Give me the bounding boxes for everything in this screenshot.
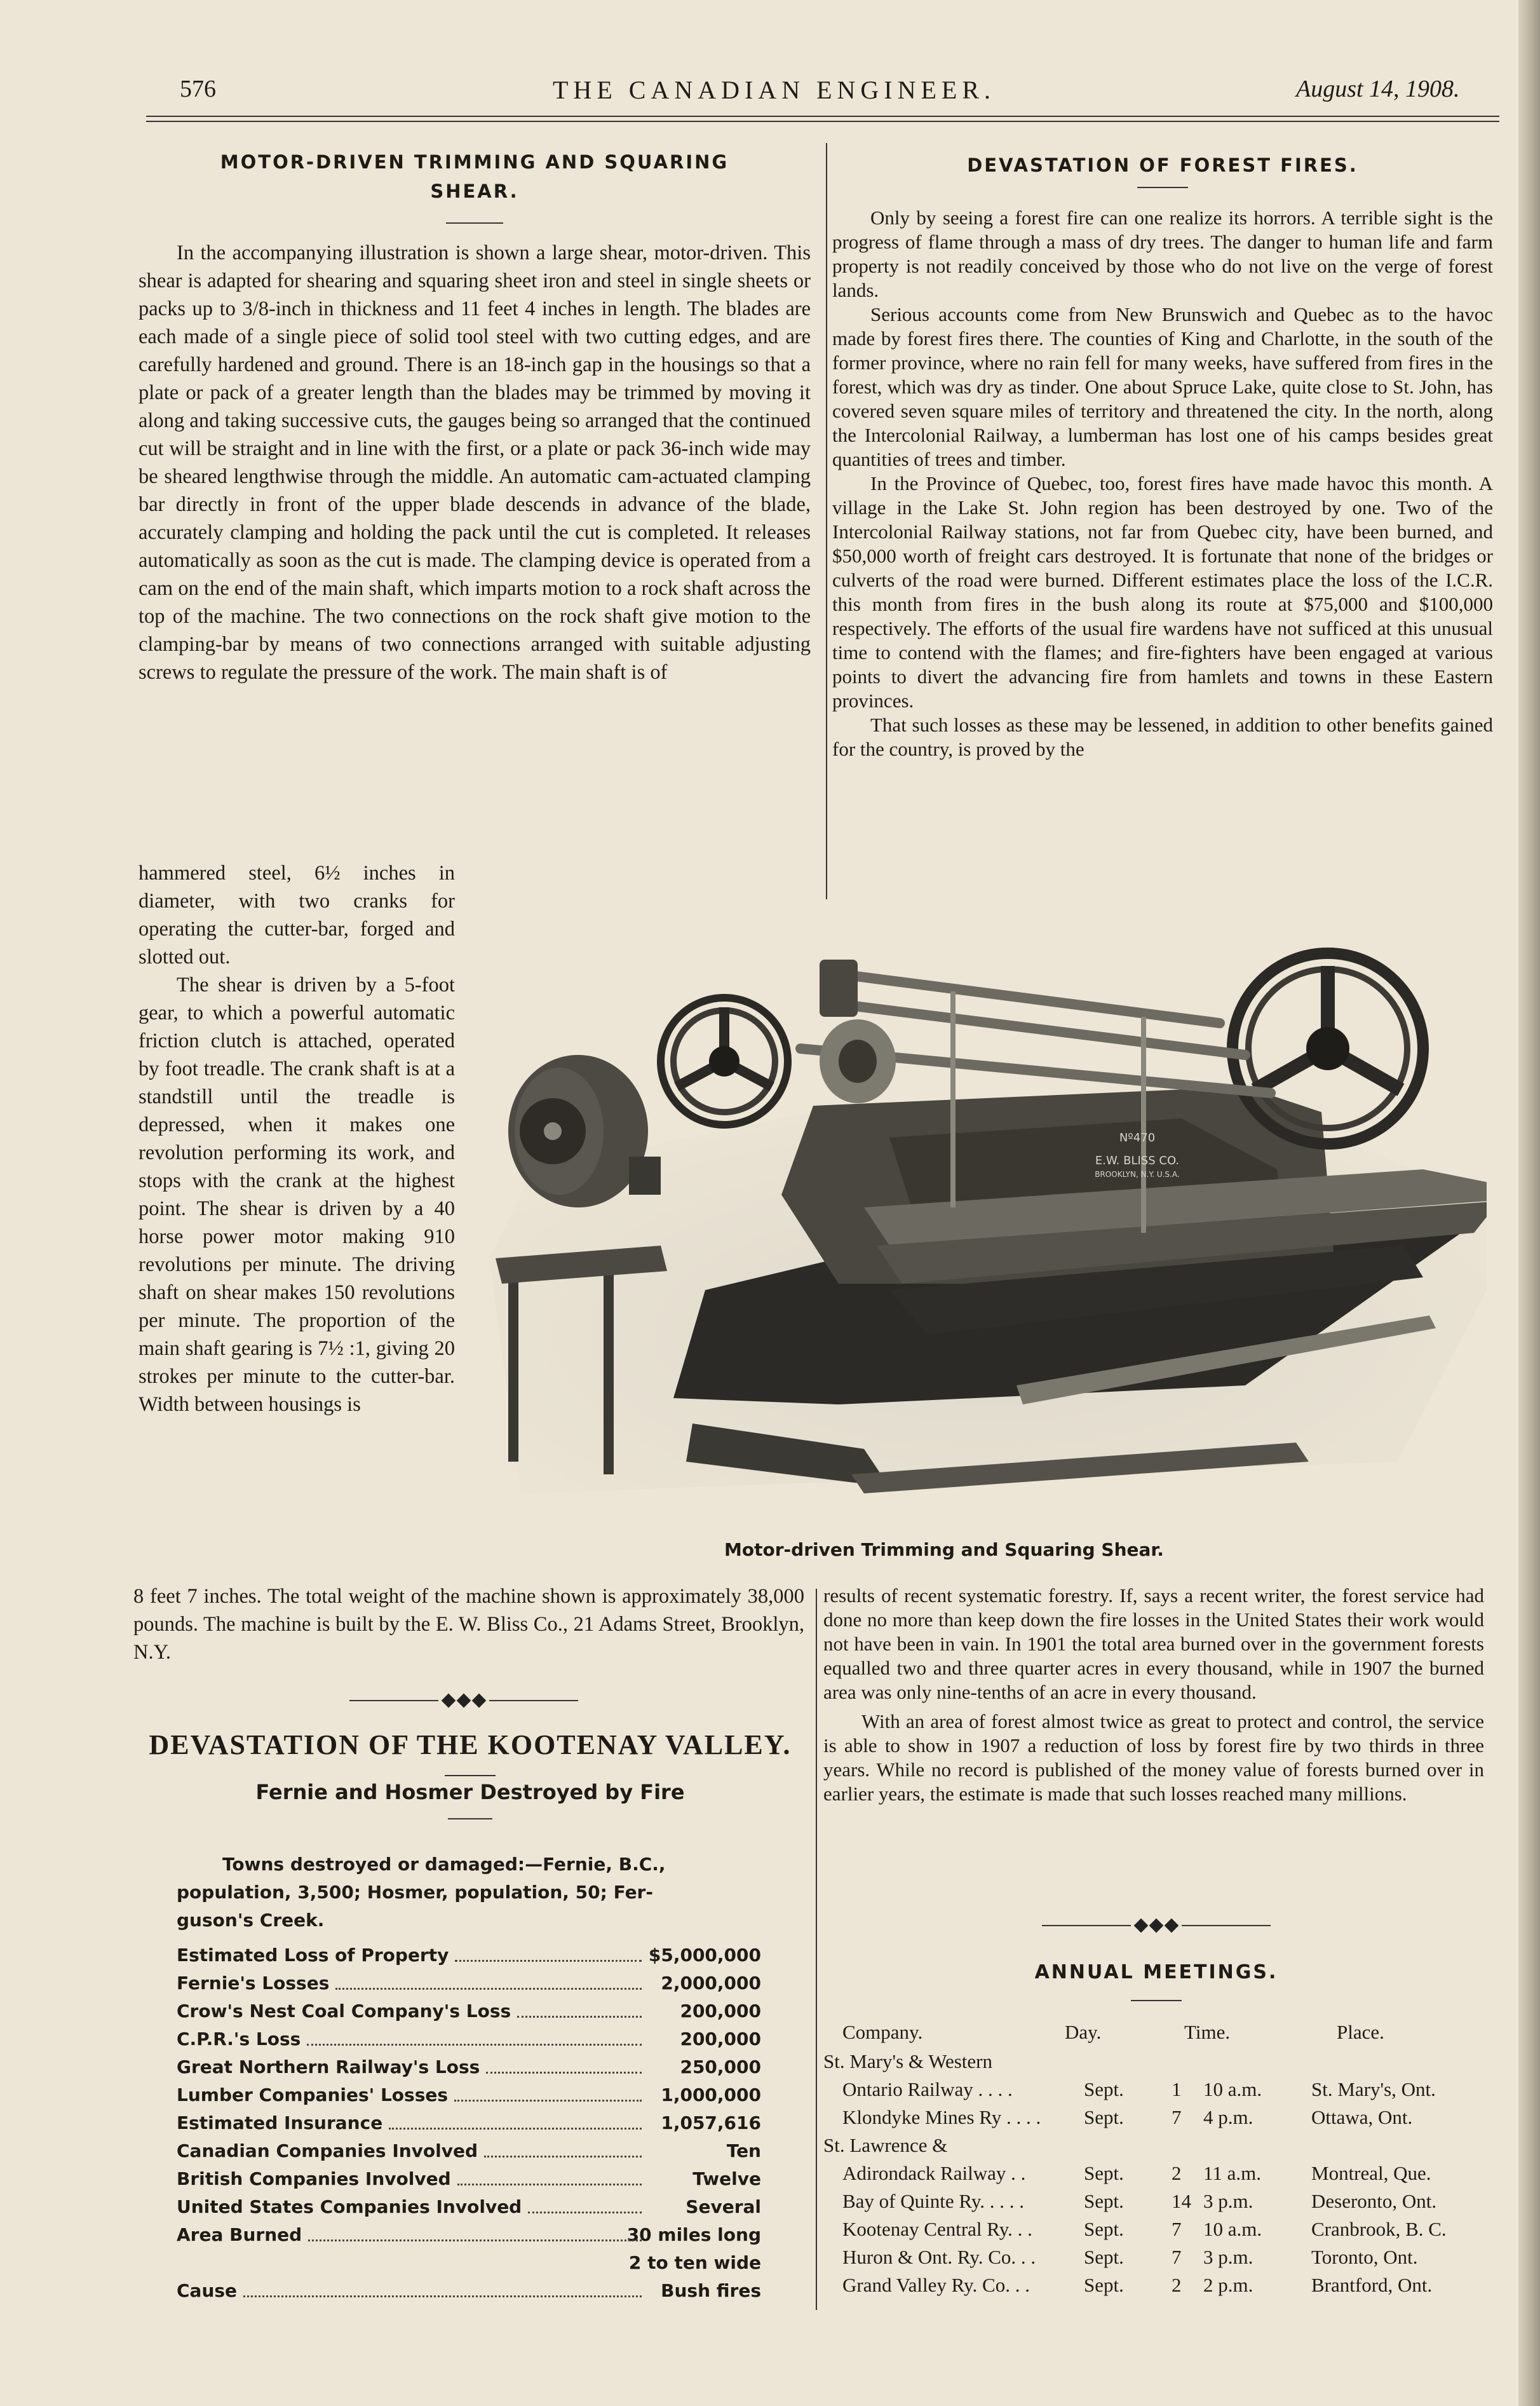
- forest-body-top: [832, 206, 1493, 761]
- kootenay-subtitle-rule: [448, 1818, 492, 1819]
- meeting-month: Sept.: [1084, 2246, 1124, 2268]
- meeting-company: Kootenay Central Ry. . .: [842, 2218, 1032, 2240]
- plate-maker: E.W. BLISS CO.: [1095, 1154, 1180, 1167]
- meeting-day: 7: [1172, 2246, 1182, 2268]
- meetings-header-time: Time.: [1184, 2021, 1231, 2043]
- loss-label: Estimated Insurance: [177, 2112, 383, 2133]
- meeting-time: 11 a.m.: [1203, 2162, 1261, 2184]
- meeting-month: Sept.: [1084, 2078, 1124, 2100]
- meeting-day: 1: [1172, 2078, 1182, 2100]
- kootenay-intro-line3: guson's Creek.: [177, 1910, 325, 1931]
- meetings-title-rule: [1131, 2000, 1182, 2001]
- loss-value: 200,000: [680, 2001, 761, 2022]
- meeting-time: 4 p.m.: [1203, 2106, 1253, 2128]
- forest-paragraph-4: That such losses as these may be lessened, in addition to other benefits gained for the country, is proved by the: [832, 714, 1493, 760]
- dot-leader: [455, 1945, 642, 1962]
- dot-leader: [243, 2280, 642, 2297]
- loss-label: C.P.R.'s Loss: [177, 2029, 301, 2049]
- loss-value: 2 to ten wide: [628, 2252, 761, 2273]
- meeting-company: St. Lawrence &: [823, 2134, 948, 2156]
- forest-paragraph-5: With an area of forest almost twice as great to protect and control, the service is able to show in 1907 a reduction of loss by forest fire by two thirds in three years. While no record is published of the money value of forests burned over in earlier years, the estimate is made that such losses reached many millions.: [823, 1710, 1484, 1805]
- meeting-day: 7: [1172, 2218, 1182, 2240]
- loss-value: $5,000,000: [648, 1945, 761, 1966]
- kootenay-intro-line1: Towns destroyed or damaged:—Fernie, B.C.,: [222, 1854, 666, 1875]
- meeting-time: 10 a.m.: [1203, 2218, 1262, 2240]
- dot-leader: [528, 2196, 642, 2213]
- loss-value: 30 miles long: [626, 2224, 761, 2245]
- loss-label: Cause: [177, 2280, 238, 2301]
- annual-meetings-section: [826, 1961, 1487, 2001]
- forest-body-bottom: [823, 1584, 1484, 1806]
- meeting-month: Sept.: [1084, 2218, 1124, 2240]
- meeting-place: St. Mary's, Ont.: [1311, 2078, 1436, 2100]
- loss-label: Lumber Companies' Losses: [177, 2084, 449, 2105]
- meeting-place: Deseronto, Ont.: [1311, 2190, 1437, 2212]
- meetings-header-place: Place.: [1337, 2021, 1384, 2043]
- kootenay-intro: [177, 1851, 767, 1934]
- meeting-month: Sept.: [1084, 2162, 1124, 2184]
- meeting-day: 7: [1172, 2106, 1182, 2128]
- meeting-place: Ottawa, Ont.: [1311, 2106, 1413, 2128]
- loss-label: Area Burned: [177, 2224, 302, 2245]
- shear-narrow-column: [138, 859, 455, 1418]
- loss-table-row: [177, 2140, 761, 2166]
- meeting-company: Bay of Quinte Ry. . . . .: [842, 2190, 1025, 2212]
- annual-meetings-title: ANNUAL MEETINGS.: [1034, 1961, 1278, 1983]
- loss-table-row: [177, 2056, 761, 2082]
- loss-table-row: [177, 2001, 761, 2026]
- meeting-month: Sept.: [1084, 2106, 1124, 2128]
- column-divider-upper: [826, 143, 827, 899]
- forest-paragraph-2: Serious accounts come from New Brunswich and Quebec as to the havoc made by forest fires there. The counties of King and Charlotte, in the south of the former province, where no rain fell for many weeks, have suffered from fires in the forest, which was dry as tinder. One about Spruce Lake, quite close to St. John, has covered seven square miles of territory and threatened the city. In the north, along the Intercolonial Railway, a lumberman has lost one of his camps besides great quantities of trees and timber.: [832, 303, 1493, 470]
- kootenay-title: DEVASTATION OF THE KOOTENAY VALLEY.: [149, 1729, 792, 1760]
- meeting-company: Ontario Railway . . . .: [842, 2078, 1013, 2100]
- shear-paragraph-1-end: hammered steel, 6½ inches in diameter, with two cranks for operating the cutter-bar, forged and slotted out.: [138, 862, 455, 969]
- meeting-day: 14: [1172, 2190, 1191, 2212]
- dot-leader: [335, 1973, 642, 1990]
- forest-paragraph-4-end: results of recent systematic forestry. If, says a recent writer, the forest service had done no more than keep down the fire losses in the United States their work would not have been in vain. In 1901 the total area burned over in the government forests equalled two and three quarter acres in every thousand, while in 1907 the burned area was only nine-tenths of an acre in every thousand.: [823, 1584, 1484, 1703]
- forest-title-rule: [1137, 187, 1188, 188]
- loss-table-row: [177, 2168, 761, 2194]
- issue-date: August 14, 1908.: [1296, 76, 1460, 102]
- ornament-divider-right: [1042, 1919, 1271, 1932]
- kootenay-title-rule: [445, 1775, 496, 1776]
- loss-value: Ten: [726, 2140, 761, 2161]
- plate-city: BROOKLYN, N.Y. U.S.A.: [1095, 1170, 1180, 1179]
- loss-table-row: [177, 2112, 761, 2138]
- loss-value: 2,000,000: [661, 1973, 761, 1994]
- loss-table-row: [177, 2224, 761, 2250]
- loss-value: Bush fires: [661, 2280, 761, 2301]
- title-rule: [446, 222, 503, 224]
- meeting-place: Montreal, Que.: [1311, 2162, 1431, 2184]
- meetings-header-day: Day.: [1065, 2021, 1102, 2043]
- dot-leader: [307, 2029, 642, 2046]
- loss-label: United States Companies Involved: [177, 2196, 522, 2217]
- loss-table-row: [177, 2196, 761, 2222]
- dot-leader: [484, 2140, 642, 2158]
- kootenay-loss-table: [177, 1945, 761, 2313]
- forest-paragraph-3: In the Province of Quebec, too, forest fires have made havoc this month. A village in the Lake St. John region has been destroyed by one. Two of the Intercolonial Railway stations, not far from Quebec city, have been burned, and $50,000 worth of freight cars destroyed. It is fortunate that none of the bridges or culverts of the road were burned. Different estimates place the loss of the I.C.R. this month from fires in the bush along its route at $75,000 and $100,000 respectively. The efforts of the usual fire wardens have not sufficed at this unusual time to contend with the flames; and fire-fighters have been engaged at various points to divert the advancing fire from hamlets and towns in these Eastern provinces.: [832, 472, 1493, 712]
- loss-label: Canadian Companies Involved: [177, 2140, 478, 2161]
- journal-title: THE CANADIAN ENGINEER.: [553, 76, 996, 104]
- plate-number: Nº470: [1119, 1131, 1156, 1145]
- dot-leader: [389, 2112, 642, 2130]
- dot-leader: [454, 2084, 642, 2102]
- meetings-rows: [823, 2021, 1484, 2313]
- meeting-place: Brantford, Ont.: [1311, 2274, 1433, 2296]
- loss-label: British Companies Involved: [177, 2168, 451, 2189]
- meeting-company: St. Mary's & Western: [823, 2050, 992, 2072]
- ornament-divider-left: [349, 1694, 578, 1707]
- meeting-time: 3 p.m.: [1203, 2246, 1253, 2268]
- dot-leader: [308, 2224, 642, 2241]
- meeting-month: Sept.: [1084, 2190, 1124, 2212]
- meetings-header-company: Company.: [842, 2021, 923, 2043]
- shear-paragraph-2-end: 8 feet 7 inches. The total weight of the machine shown is approximately 38,000 pounds. The machine is built by the E. W. Bliss Co., 21 Adams Street, Brooklyn, N.Y.: [133, 1585, 804, 1664]
- loss-table-row: [177, 1945, 761, 1970]
- meeting-company: Grand Valley Ry. Co. . .: [842, 2274, 1030, 2296]
- dot-leader: [457, 2168, 642, 2185]
- meeting-company: Huron & Ont. Ry. Co. . .: [842, 2246, 1036, 2268]
- meeting-company: Adirondack Railway . .: [842, 2162, 1026, 2184]
- forest-article: [832, 151, 1493, 761]
- shear-paragraph-1: In the accompanying illustration is shown a large shear, motor-driven. This shear is adapted for shearing and squaring sheet iron and steel in single sheets or packs up to 3/8-inch in thickness and 11 feet 4 inches in length. The blades are each made of a single piece of solid tool steel with two cutting edges, and are carefully hardened and ground. There is an 18-inch gap in the housings so that a plate or pack of a greater length than the blades may be trimmed by moving it along and taking successive cuts, the gauges being so arranged that the continued cut will be straight and in line with the first, or a plate or pack 36-inch wide may be sheared lengthwise through the middle. An automatic cam-actuated clamping bar directly in front of the upper blade descends in advance of the blade, accurately clamping and holding the pack until the cut is completed. It releases automatically as soon as the cut is made. The clamping device is operated from a cam on the end of the main shaft, which imparts motion to a rock shaft across the top of the machine. The two connections on the rock shaft give motion to the clamping-bar by means of two connections arranged with suitable adjusting screws to regulate the pressure of the work. The main shaft is of: [138, 241, 811, 684]
- loss-table-row: [177, 2280, 761, 2306]
- loss-label: Estimated Loss of Property: [177, 1945, 449, 1966]
- loss-value: Twelve: [692, 2168, 761, 2189]
- dot-leader: [517, 2001, 642, 2018]
- meeting-company: Klondyke Mines Ry . . . .: [842, 2106, 1041, 2128]
- kootenay-section: [130, 1729, 810, 1819]
- loss-table-row: [177, 2084, 761, 2110]
- annual-meetings-table: [823, 2021, 1484, 2313]
- shear-machine-illustration: [483, 902, 1487, 1506]
- forest-article-title: DEVASTATION OF FOREST FIRES.: [967, 154, 1358, 176]
- page-spine-shadow: [1518, 0, 1540, 2406]
- forest-paragraph-1: Only by seeing a forest fire can one realize its horrors. A terrible sight is the progress of flame through a mass of dry trees. The danger to human life and farm property is not readily conceived by those who do not live on the verge of forest lands.: [832, 207, 1493, 301]
- meeting-day: 2: [1172, 2274, 1182, 2296]
- meeting-place: Toronto, Ont.: [1311, 2246, 1418, 2268]
- loss-table-row: [177, 1973, 761, 1998]
- loss-table-row: [177, 2029, 761, 2054]
- loss-value: 1,057,616: [661, 2112, 761, 2133]
- loss-value: 200,000: [680, 2029, 761, 2049]
- loss-label: Great Northern Railway's Loss: [177, 2056, 480, 2077]
- loss-value: 1,000,000: [661, 2084, 761, 2105]
- meeting-time: 10 a.m.: [1203, 2078, 1262, 2100]
- shear-article-title: MOTOR-DRIVEN TRIMMING AND SQUARING SHEAR.: [220, 151, 729, 202]
- page-number: 576: [180, 76, 216, 102]
- loss-label: Crow's Nest Coal Company's Loss: [177, 2001, 511, 2022]
- loss-table-row: [177, 2252, 761, 2278]
- meeting-month: Sept.: [1084, 2274, 1124, 2296]
- column-divider-lower: [816, 1589, 817, 2310]
- loss-label: Fernie's Losses: [177, 1973, 330, 1994]
- header-rule-top: [146, 116, 1499, 117]
- dot-leader: [486, 2056, 642, 2074]
- kootenay-intro-line2: population, 3,500; Hosmer, population, 50; Fer-: [177, 1882, 653, 1903]
- shear-article: [138, 147, 811, 686]
- header-rule-bottom: [146, 121, 1499, 122]
- meeting-time: 3 p.m.: [1203, 2190, 1253, 2212]
- meeting-place: Cranbrook, B. C.: [1311, 2218, 1447, 2240]
- loss-value: 250,000: [680, 2056, 761, 2077]
- meeting-day: 2: [1172, 2162, 1182, 2184]
- kootenay-subtitle: Fernie and Hosmer Destroyed by Fire: [255, 1780, 685, 1804]
- loss-value: Several: [686, 2196, 761, 2217]
- shear-paragraph-2: The shear is driven by a 5-foot gear, to which a powerful automatic friction clutch is attached, operated by foot treadle. The crank shaft is at a standstill until the treadle is depressed, when it makes one revolution performing its work, and stops with the crank at the highest point. The shear is driven by a 40 horse power motor making 910 revolutions per minute. The driving shaft on shear makes 150 revolutions per minute. The proportion of the main shaft gearing is 7½ :1, giving 20 strokes per minute to the cutter-bar. Width between housings is: [138, 974, 455, 1416]
- meeting-time: 2 p.m.: [1203, 2274, 1253, 2296]
- figure-caption: Motor-driven Trimming and Squaring Shear.: [724, 1539, 1164, 1560]
